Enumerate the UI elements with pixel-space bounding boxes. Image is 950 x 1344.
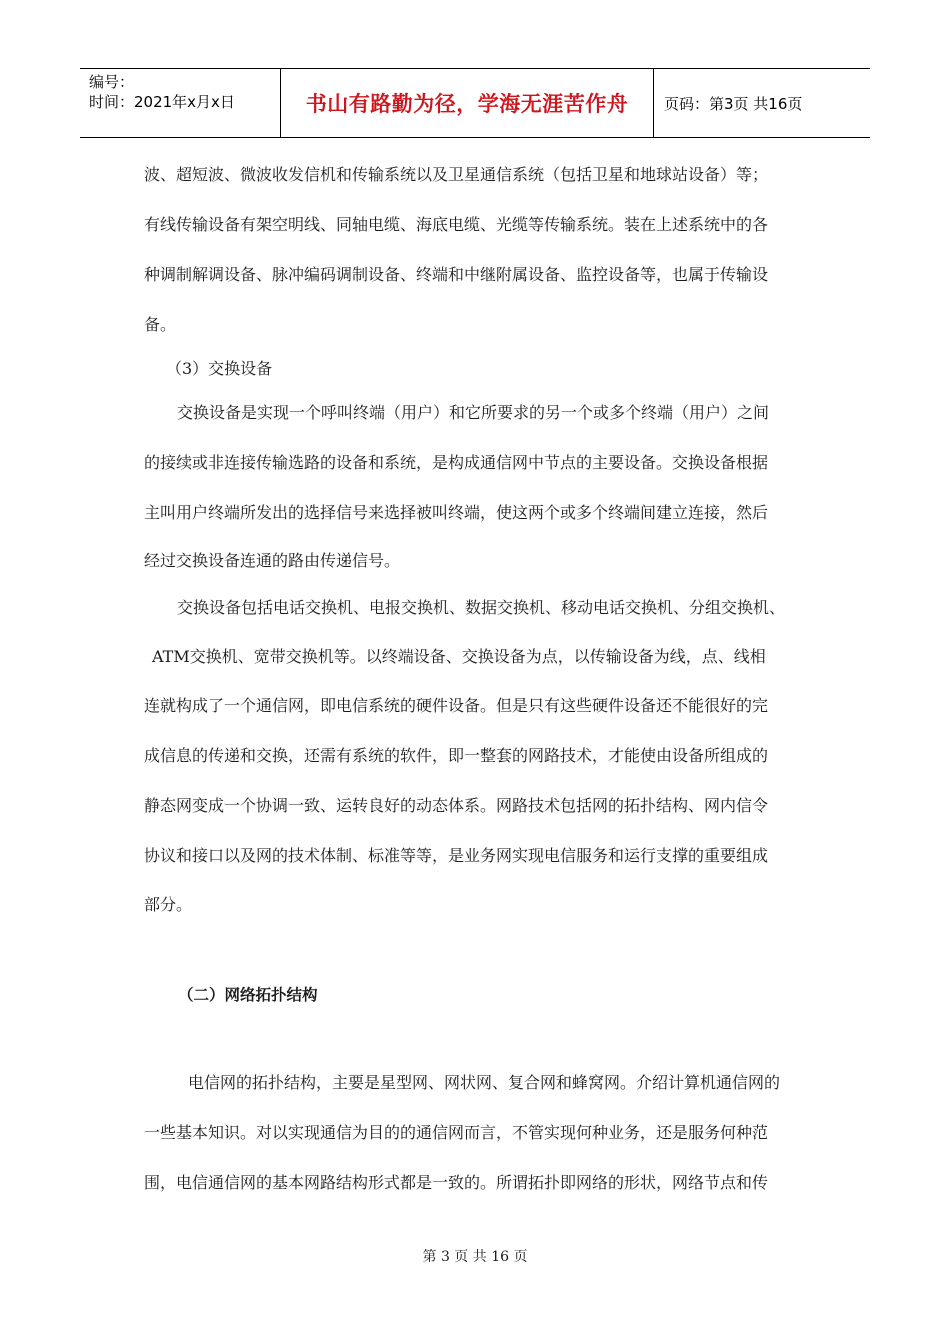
section-heading: （二）网络拓扑结构 [178,986,318,1004]
body-line: 静态网变成一个协调一致、运转良好的动态体系。网路技术包括网的拓扑结构、网内信令 [144,796,769,815]
paragraph-start: 交换设备是实现一个呼叫终端（用户）和它所要求的另一个或多个终端（用户）之间 [177,403,770,422]
body-line: 经过交换设备连通的路由传递信号。 [144,551,401,570]
body-line: 部分。 [144,895,193,914]
page-footer: 第 3 页 共 16 页 [422,1249,528,1265]
body-line: 围，电信通信网的基本网路结构形式都是一致的。所谓拓扑即网络的形状，网络节点和传 [144,1173,769,1192]
body-line: 波、超短波、微波收发信机和传输系统以及卫星通信系统（包括卫星和地球站设备）等； [144,165,769,184]
header-meta [80,69,281,137]
body-line: 备。 [144,315,177,334]
doc-number-label: 编号： [89,73,135,91]
paragraph-start: 交换设备包括电话交换机、电报交换机、数据交换机、移动电话交换机、分组交换机、 [177,598,786,617]
body-line: 主叫用户终端所发出的选择信号来选择被叫终端，使这两个或多个终端间建立连接，然后 [144,503,769,522]
header-page-info: 页码：第3页 共16页 [664,94,803,113]
body-line: ATM交换机、宽带交换机等。以终端设备、交换设备为点，以传输设备为线，点、线相 [152,647,766,666]
body-line: 有线传输设备有架空明线、同轴电缆、海底电缆、光缆等传输系统。装在上述系统中的各 [144,215,769,234]
body-line: 一些基本知识。对以实现通信为目的的通信网而言，不管实现何种业务，还是服务何种范 [144,1123,769,1142]
body-line: 的接续或非连接传输选路的设备和系统，是构成通信网中节点的主要设备。交换设备根据 [144,453,769,472]
paragraph-start: 电信网的拓扑结构，主要是星型网、网状网、复合网和蜂窝网。介绍计算机通信网的 [188,1073,781,1092]
header-motto: 书山有路勤为径，学海无涯苦作舟 [281,69,654,137]
body-line: 协议和接口以及网的技术体制、标准等等，是业务网实现电信服务和运行支撑的重要组成 [144,846,769,865]
body-line: 种调制解调设备、脉冲编码调制设备、终端和中继附属设备、监控设备等，也属于传输设 [144,265,769,284]
body-line: 连就构成了一个通信网，即电信系统的硬件设备。但是只有这些硬件设备还不能很好的完 [144,696,769,715]
subsection-heading: （3）交换设备 [166,359,273,378]
doc-time-label: 时间：2021年x月x日 [89,93,235,111]
page-header [80,68,870,138]
body-line: 成信息的传递和交换，还需有系统的软件，即一整套的网路技术，才能使由设备所组成的 [144,746,769,765]
